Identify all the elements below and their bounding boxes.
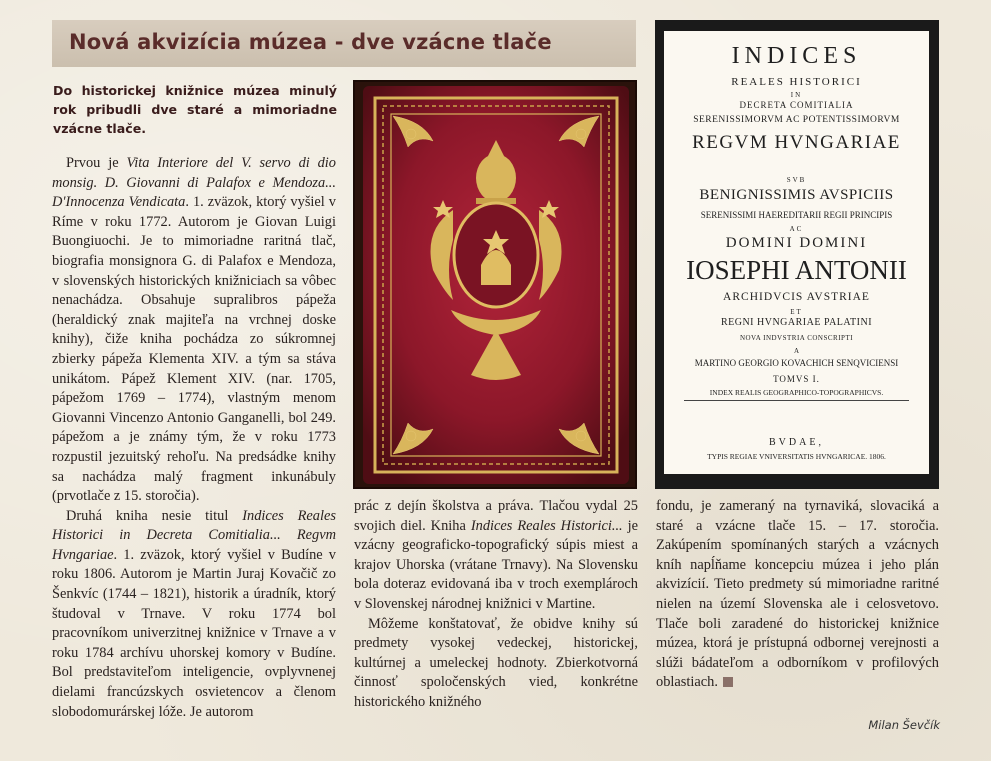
book-title-italic: Indices Reales Historici... bbox=[470, 517, 623, 534]
title-page-line: DECRETA COMITIALIA bbox=[739, 100, 854, 110]
title-page-line: TYPIS REGIAE VNIVERSITATIS HVNGARICAE. 1806. bbox=[707, 452, 886, 461]
title-page-line: BVDAE, bbox=[769, 437, 824, 448]
paragraph: Môžeme konštatovať, že obidve knihy sú predmety vysokej vedeckej, historickej, kultúrnej a umeleckej hodnoty. Zbierkotvorná činnosť spoločenských vied, konkrétne historického knižného bbox=[354, 615, 638, 710]
title-page-line: DOMINI DOMINI bbox=[725, 235, 868, 251]
title-page-line: NOVA INDVSTRIA CONSCRIPTI bbox=[739, 334, 854, 342]
end-of-article-mark bbox=[723, 677, 733, 687]
title-page-line: A bbox=[793, 347, 800, 355]
headline-bar bbox=[52, 20, 636, 67]
title-page-line: REALES HISTORICI bbox=[731, 76, 862, 88]
text-column-2 bbox=[354, 497, 638, 713]
title-page-line: AC bbox=[789, 225, 804, 233]
title-page-line: SERENISSIMI HAEREDITARII REGII PRINCIPIS bbox=[700, 210, 893, 220]
title-page-line: INDICES bbox=[731, 43, 862, 69]
lead-paragraph: Do historickej knižnice múzea minulý rok pribudli dve staré a mimoriadne vzácne tlače. bbox=[53, 83, 337, 136]
article-title: Nová akvizícia múzea - dve vzácne tlače bbox=[69, 30, 552, 54]
title-page-line: SVB bbox=[786, 176, 807, 184]
title-page-line: IOSEPHI ANTONII bbox=[686, 255, 907, 285]
book-title-page bbox=[664, 31, 929, 474]
title-page-line: BENIGNISSIMIS AVSPICIIS bbox=[699, 187, 894, 203]
title-page-line: ET bbox=[790, 308, 803, 316]
title-page-line: TOMVS I. bbox=[773, 374, 820, 384]
text-column-1 bbox=[52, 154, 336, 722]
title-page-line: MARTINO GEORGIO KOVACHICH SENQVICIENSI bbox=[694, 358, 899, 368]
title-page-line: IN bbox=[790, 91, 803, 99]
book-title-italic: Vita Interiore del V. servo di dio monsig. D. Giovanni di Palafox e Mendoza... D'Innocenza Vendicata bbox=[52, 155, 337, 211]
paragraph: prác z dejín školstva a práva. Tlačou vydal 25 svojich diel. Kniha Indices Reales Historici... je vzácny geograficko-topografický súpis miest a krajov Uhorska (vrátane Trnavy). Na Slovensku bola doteraz evidovaná iba v troch exemplároch v Slovenskej národnej knižnici v Martine. bbox=[354, 498, 638, 612]
title-page-line: REGNI HVNGARIAE PALATINI bbox=[720, 317, 873, 328]
author-signature: Milan Ševčík bbox=[868, 718, 940, 732]
text-column-3 bbox=[656, 497, 939, 693]
title-page-rule bbox=[684, 400, 909, 401]
paragraph: fondu, je zameraný na tyrnaviká, slovaciká a staré a vzácne tlače 15. – 17. storočia. Zakúpením spomínaných starých a vzácnych kníh napĺňame koncepciu múzea i jeho plán akvizícií. Tieto predmety sú mimoriadne raritné nielen na území Slovenska ale i celosvetovo. Tlače boli zaradené do historickej knižnice múzea, ktorá je prístupná odbornej verejnosti a slúži bádateľom a odborníkom v profilových oblastiach. bbox=[656, 498, 939, 691]
ornate-book-cover-image bbox=[353, 80, 637, 489]
title-page-line: INDEX REALIS GEOGRAPHICO-TOPOGRAPHICVS. bbox=[709, 388, 884, 397]
title-page-line: SERENISSIMORVM AC POTENTISSIMORVM bbox=[693, 115, 900, 125]
title-page-photo bbox=[655, 20, 939, 489]
paragraph: Druhá kniha nesie titul Indices Reales Historici in Decreta Comitialia... Regvm Hvngariae. 1. zväzok, ktorý vyšiel v Budíne v roku 1806. Autorom je Martin Juraj Kovačič zo Šenkvíc (1744 – 1821), historik a úradník, ktorý študoval v Trnave. V roku 1774 bol pracovníkom univerzitnej knižnice v Trnave a v roku 1784 archívu uhorskej komory v Budíne. Bol predstaviteľom inteligencie, ovplyvnenej dielami francúzskych osvietencov a členom slobodomurárskej lóže. Je autorom bbox=[52, 507, 336, 720]
title-page-line: ARCHIDVCIS AVSTRIAE bbox=[723, 291, 870, 303]
book-cover-photo bbox=[353, 80, 637, 489]
paragraph: Prvou je Vita Interiore del V. servo di dio monsig. D. Giovanni di Palafox e Mendoza... D'Innocenza Vendicata. 1. zväzok, ktorý vyšiel v Ríme v roku 1772. Autorom je Giovan Luigi Buongiuochi. Je to mimoriadne raritná tlač, biografia monsignora G. di Palafox e Mendoza, v slovenských historických knižniciach sa vôbec nenachádza. Obsahuje supralibros pápeža (heraldický znak majiteľa na vrchnej doske knihy), čiže kniha pochádza zo súkromnej zbierky pápeža Klementa XIV. a tým sa stáva unikátom. Pápež Klement XIV. (nar. 1705, pápežom 1769 – 1774), vlastným menom Giovanni Vincenzo Antonio Ganganelli, bol 249. pápežom a je známy tým, že v roku 1773 rozpustil jezuitský rehoľu. Na predsádke knihy sa nachádza malý fragment inkunábuly (prvotlače z 15. storočia). bbox=[52, 155, 337, 505]
book-title-italic: Indices Reales Historici in Decreta Comitialia... Regvm Hvngariae bbox=[52, 507, 336, 563]
title-page-line: REGVM HVNGARIAE bbox=[692, 132, 901, 153]
